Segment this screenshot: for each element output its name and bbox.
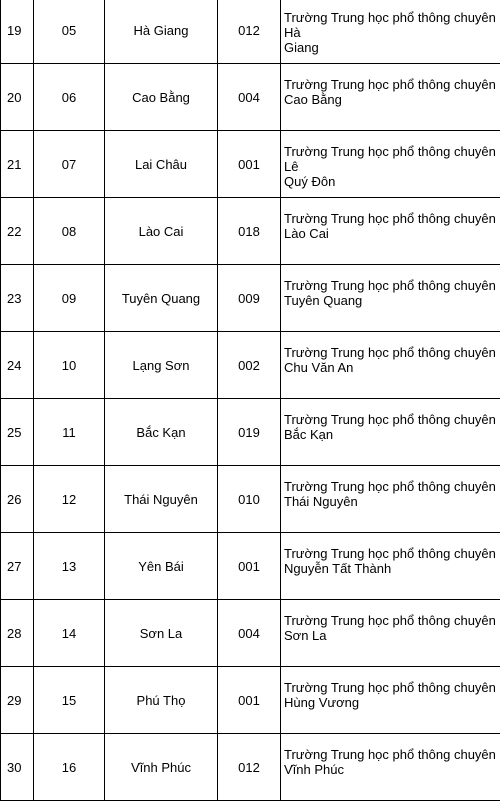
row-number-cell: 26 — [1, 466, 34, 533]
school-name-line-2: Chu Văn An — [284, 360, 500, 375]
province-name-cell: Lào Cai — [105, 198, 218, 265]
province-name-cell: Sơn La — [105, 600, 218, 667]
school-code-cell: 012 — [218, 0, 281, 64]
school-name-cell — [281, 332, 500, 399]
school-name-line-1: Trường Trung học phổ thông chuyên — [284, 211, 500, 226]
province-code-cell: 11 — [34, 399, 105, 466]
school-code-cell: 004 — [218, 64, 281, 131]
row-number-cell: 20 — [1, 64, 34, 131]
province-name-cell: Thái Nguyên — [105, 466, 218, 533]
province-code-cell: 12 — [34, 466, 105, 533]
school-name-cell — [281, 64, 500, 131]
province-code-cell: 07 — [34, 131, 105, 198]
school-name-line-1: Trường Trung học phổ thông chuyên — [284, 278, 500, 293]
school-name-line-2: Nguyễn Tất Thành — [284, 561, 500, 576]
school-name-cell — [281, 734, 500, 801]
school-code-cell: 012 — [218, 734, 281, 801]
school-name-line-1: Trường Trung học phổ thông chuyên — [284, 747, 500, 762]
row-number-cell: 25 — [1, 399, 34, 466]
row-number-cell: 21 — [1, 131, 34, 198]
school-name-line-1: Trường Trung học phổ thông chuyên Lê — [284, 144, 500, 174]
school-name-cell — [281, 533, 500, 600]
row-number-cell: 30 — [1, 734, 34, 801]
school-name-line-2: Bắc Kạn — [284, 427, 500, 442]
school-name-cell — [281, 399, 500, 466]
table-row — [1, 466, 500, 533]
school-name-line-2: Sơn La — [284, 628, 500, 643]
row-number-cell: 22 — [1, 198, 34, 265]
province-code-cell: 14 — [34, 600, 105, 667]
province-name-cell: Lai Châu — [105, 131, 218, 198]
table-row — [1, 131, 500, 198]
school-name-line-1: Trường Trung học phổ thông chuyên — [284, 546, 500, 561]
table-row — [1, 600, 500, 667]
school-name-line-2: Cao Bằng — [284, 92, 500, 107]
province-code-cell: 05 — [34, 0, 105, 64]
province-code-cell: 09 — [34, 265, 105, 332]
province-name-cell: Yên Bái — [105, 533, 218, 600]
province-code-cell: 16 — [34, 734, 105, 801]
province-code-cell: 13 — [34, 533, 105, 600]
row-number-cell: 23 — [1, 265, 34, 332]
school-name-line-2: Giang — [284, 40, 500, 55]
table-body — [1, 0, 500, 801]
school-code-cell: 019 — [218, 399, 281, 466]
school-name-line-1: Trường Trung học phổ thông chuyên — [284, 345, 500, 360]
school-name-line-2: Thái Nguyên — [284, 494, 500, 509]
province-code-cell: 06 — [34, 64, 105, 131]
school-name-cell — [281, 667, 500, 734]
province-name-cell: Phú Thọ — [105, 667, 218, 734]
table-row — [1, 64, 500, 131]
province-code-cell: 10 — [34, 332, 105, 399]
school-code-cell: 004 — [218, 600, 281, 667]
school-code-cell: 001 — [218, 131, 281, 198]
school-name-line-1: Trường Trung học phổ thông chuyên — [284, 479, 500, 494]
province-name-cell: Vĩnh Phúc — [105, 734, 218, 801]
table-row — [1, 332, 500, 399]
province-name-cell: Tuyên Quang — [105, 265, 218, 332]
school-name-line-1: Trường Trung học phổ thông chuyên — [284, 77, 500, 92]
school-code-cell: 001 — [218, 533, 281, 600]
table-row — [1, 399, 500, 466]
school-code-cell: 009 — [218, 265, 281, 332]
province-name-cell: Cao Bằng — [105, 64, 218, 131]
school-name-line-2: Vĩnh Phúc — [284, 762, 500, 777]
school-name-line-2: Quý Đôn — [284, 174, 500, 189]
school-name-line-1: Trường Trung học phổ thông chuyên — [284, 680, 500, 695]
table-row — [1, 734, 500, 801]
school-name-cell — [281, 131, 500, 198]
school-code-cell: 010 — [218, 466, 281, 533]
school-name-cell — [281, 0, 500, 64]
row-number-cell: 27 — [1, 533, 34, 600]
table-row — [1, 265, 500, 332]
school-code-cell: 001 — [218, 667, 281, 734]
school-code-cell: 002 — [218, 332, 281, 399]
table-row — [1, 0, 500, 64]
school-name-line-1: Trường Trung học phổ thông chuyên — [284, 613, 500, 628]
row-number-cell: 19 — [1, 0, 34, 64]
school-name-line-2: Tuyên Quang — [284, 293, 500, 308]
province-name-cell: Hà Giang — [105, 0, 218, 64]
province-code-cell: 08 — [34, 198, 105, 265]
row-number-cell: 24 — [1, 332, 34, 399]
table-row — [1, 198, 500, 265]
school-name-cell — [281, 265, 500, 332]
school-name-cell — [281, 466, 500, 533]
school-name-line-1: Trường Trung học phổ thông chuyên — [284, 412, 500, 427]
school-name-line-1: Trường Trung học phổ thông chuyên Hà — [284, 10, 500, 40]
table-row — [1, 533, 500, 600]
row-number-cell: 29 — [1, 667, 34, 734]
province-name-cell: Lạng Sơn — [105, 332, 218, 399]
province-name-cell: Bắc Kạn — [105, 399, 218, 466]
province-code-cell: 15 — [34, 667, 105, 734]
school-name-cell — [281, 600, 500, 667]
table-row — [1, 667, 500, 734]
row-number-cell: 28 — [1, 600, 34, 667]
school-name-line-2: Lào Cai — [284, 226, 500, 241]
school-name-cell — [281, 198, 500, 265]
school-code-cell: 018 — [218, 198, 281, 265]
school-name-line-2: Hùng Vương — [284, 695, 500, 710]
